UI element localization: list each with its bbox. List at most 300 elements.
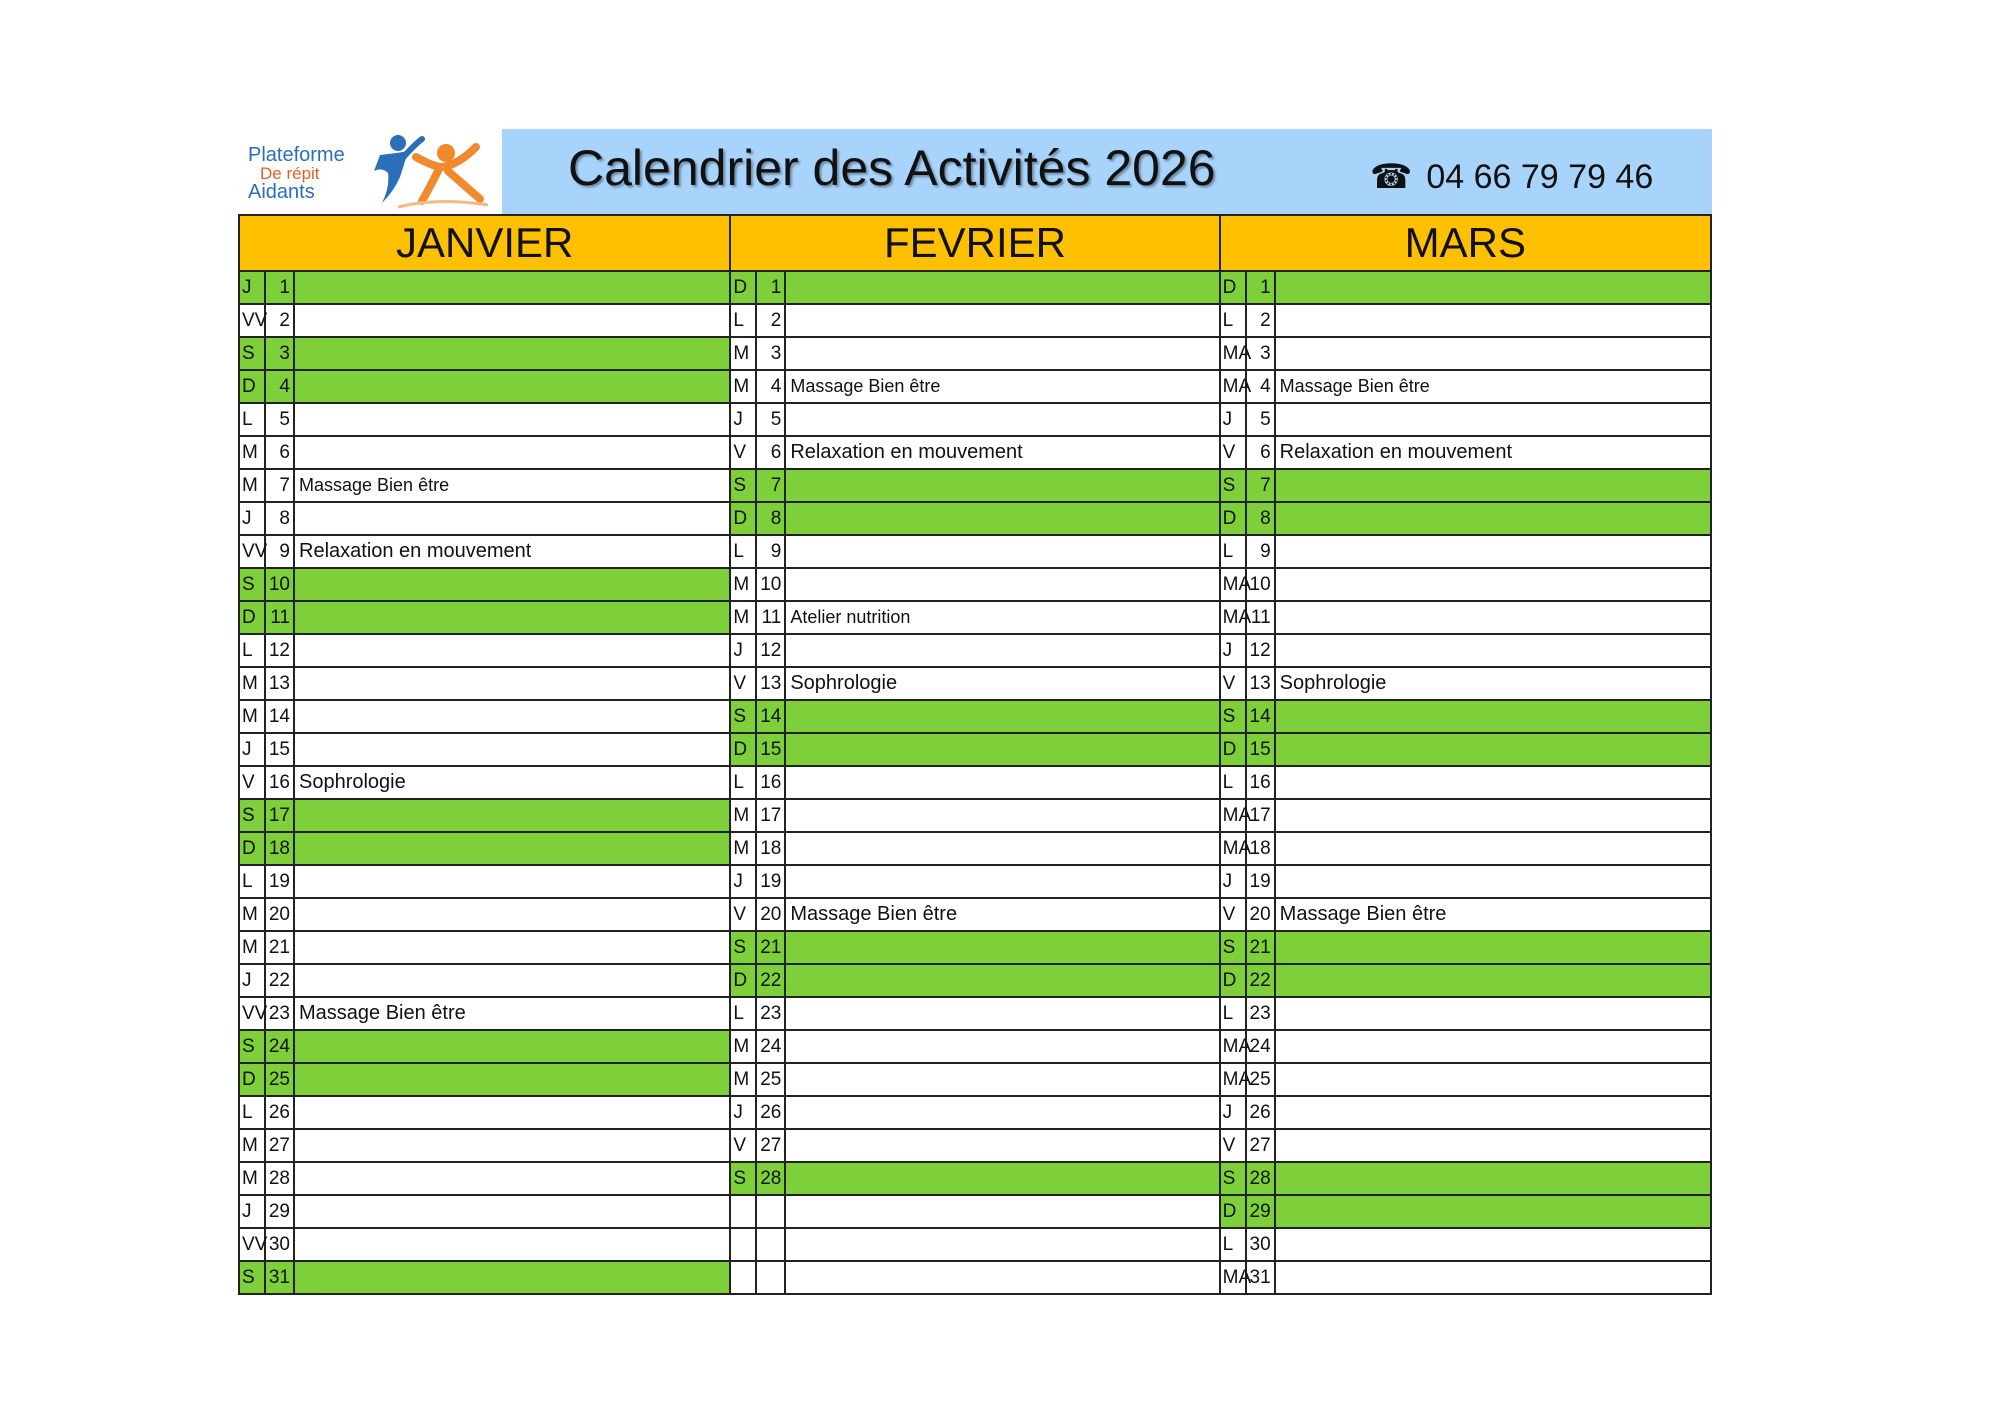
activity-cell: Massage Bien être [299,475,450,495]
day-row [1221,866,1710,899]
phone-text: 04 66 79 79 46 [1426,158,1654,196]
activity-cell [295,866,729,897]
activity-cell [1276,800,1710,831]
activity-cell: Relaxation en mouvement [1279,441,1513,463]
activity-cell [1276,305,1710,336]
day-row [731,767,1218,800]
day-number: 17 [266,800,295,831]
activity-cell [786,1229,1218,1260]
day-number: 2 [757,305,786,336]
day-number: 12 [757,635,786,666]
day-row [731,1196,1218,1229]
activity-cell [295,1262,729,1293]
activity-cell: Sophrologie [1279,672,1387,694]
day-number: 29 [1247,1196,1276,1227]
day-of-week: V [1221,1130,1247,1161]
day-number: 31 [266,1262,295,1293]
day-of-week: L [1221,1229,1247,1260]
activity-cell [1276,932,1710,963]
day-of-week: M [240,701,266,732]
day-number: 25 [266,1064,295,1095]
day-number: 10 [757,569,786,600]
activity-cell [786,1196,1218,1227]
day-row [1221,734,1710,767]
activity-cell [295,338,729,369]
day-of-week [731,1229,757,1260]
day-row [1221,1163,1710,1196]
day-row [1221,536,1710,569]
activity-cell [786,404,1218,435]
activity-cell [1276,1262,1710,1293]
activity-cell [295,899,729,930]
activity-cell [786,305,1218,336]
day-number: 15 [1247,734,1276,765]
day-number: 11 [1247,602,1276,633]
day-of-week: M [240,899,266,930]
day-row [731,569,1218,602]
day-of-week: M [240,437,266,468]
day-of-week: VV [240,536,266,567]
day-number: 4 [757,371,786,402]
activity-cell [295,800,729,831]
day-of-week: MA [1221,833,1247,864]
activity-cell [786,866,1218,897]
day-of-week: V [731,437,757,468]
day-of-week: J [240,272,266,303]
day-row [731,272,1218,305]
day-of-week: M [731,800,757,831]
day-of-week: S [1221,701,1247,732]
activity-cell: Massage Bien être [299,1002,466,1024]
day-number: 12 [266,635,295,666]
day-of-week: L [1221,767,1247,798]
day-row [731,338,1218,371]
day-row [1221,569,1710,602]
day-row [240,899,729,932]
day-row [240,998,729,1031]
activity-cell [786,470,1218,501]
day-row [240,701,729,734]
day-row [731,470,1218,503]
day-number: 17 [757,800,786,831]
day-row [1221,1196,1710,1229]
day-of-week: MA [1221,338,1247,369]
day-of-week: S [240,1031,266,1062]
day-number: 5 [757,404,786,435]
activity-cell [295,1163,729,1194]
day-row [731,965,1218,998]
day-row [240,503,729,536]
activity-cell [1276,767,1710,798]
logo-line-2: De répit [260,164,320,183]
day-of-week [731,1262,757,1293]
day-number: 14 [757,701,786,732]
day-number: 16 [1247,767,1276,798]
logo-figures-icon [338,131,498,213]
day-row [1221,1064,1710,1097]
activity-cell [786,1064,1218,1095]
day-of-week: S [240,338,266,369]
day-of-week: MA [1221,569,1247,600]
day-of-week: J [240,734,266,765]
activity-cell [295,272,729,303]
day-of-week: D [731,272,757,303]
day-of-week: M [240,668,266,699]
day-row [240,404,729,437]
day-number: 3 [757,338,786,369]
activity-cell: Sophrologie [299,771,406,793]
day-of-week: S [731,470,757,501]
day-of-week: S [1221,1163,1247,1194]
day-of-week: VV [240,1229,266,1260]
day-row [240,965,729,998]
activity-cell: Massage Bien être [790,903,958,925]
day-row [1221,1130,1710,1163]
day-number: 12 [1247,635,1276,666]
day-row [1221,668,1710,701]
activity-cell [295,1097,729,1128]
day-row [240,866,729,899]
activity-cell [1276,1163,1710,1194]
activity-cell [295,1064,729,1095]
day-number [757,1196,786,1227]
day-row [731,800,1218,833]
day-of-week: MA [1221,602,1247,633]
month-header: FEVRIER [731,214,1218,272]
activity-cell [1276,1064,1710,1095]
day-row [1221,1097,1710,1130]
activity-cell [1276,1229,1710,1260]
activity-cell [295,932,729,963]
activity-cell [295,965,729,996]
day-of-week: M [240,1163,266,1194]
activity-cell [1276,1097,1710,1128]
day-row [240,1262,729,1295]
activity-cell [1276,536,1710,567]
day-number: 6 [1247,437,1276,468]
activity-cell [1276,833,1710,864]
day-row [731,503,1218,536]
day-row [1221,503,1710,536]
day-number: 28 [757,1163,786,1194]
day-of-week: J [1221,866,1247,897]
day-of-week: V [731,899,757,930]
activity-cell [786,998,1218,1029]
months-grid [238,214,1712,1295]
day-of-week: S [1221,470,1247,501]
day-of-week: VV [240,305,266,336]
activity-cell [295,371,729,402]
day-of-week: J [240,1196,266,1227]
day-row [240,1097,729,1130]
day-row [731,437,1218,470]
day-row [1221,1031,1710,1064]
activity-cell [786,767,1218,798]
day-number: 14 [1247,701,1276,732]
day-number: 13 [757,668,786,699]
activity-cell [295,1031,729,1062]
day-row [240,833,729,866]
day-of-week: J [240,503,266,534]
day-number: 21 [757,932,786,963]
day-of-week: L [240,1097,266,1128]
day-of-week: S [1221,932,1247,963]
day-number: 28 [266,1163,295,1194]
day-row [1221,932,1710,965]
activity-cell [786,503,1218,534]
day-row [1221,602,1710,635]
day-of-week: S [731,932,757,963]
day-number: 25 [757,1064,786,1095]
day-number: 8 [266,503,295,534]
day-number: 1 [1247,272,1276,303]
activity-cell [295,305,729,336]
day-row [240,338,729,371]
day-number: 22 [1247,965,1276,996]
activity-cell [1276,1031,1710,1062]
day-number: 27 [266,1130,295,1161]
day-of-week [731,1196,757,1227]
day-row [240,569,729,602]
day-row [240,635,729,668]
day-number: 21 [266,932,295,963]
day-row [240,1229,729,1262]
day-row [1221,899,1710,932]
day-number: 7 [757,470,786,501]
day-of-week: S [731,701,757,732]
activity-cell [1276,965,1710,996]
logo-line-3: Aidants [248,181,315,203]
day-number: 20 [757,899,786,930]
day-row [1221,305,1710,338]
day-number: 1 [757,272,786,303]
day-number: 16 [266,767,295,798]
activity-cell [295,833,729,864]
activity-cell [295,602,729,633]
activity-cell [295,1130,729,1161]
day-number: 18 [266,833,295,864]
day-of-week: D [1221,503,1247,534]
day-of-week: L [1221,998,1247,1029]
day-of-week: MA [1221,1262,1247,1293]
calendar-header [238,129,1712,214]
activity-cell [1276,503,1710,534]
activity-cell [1276,998,1710,1029]
day-number: 14 [266,701,295,732]
day-number: 18 [1247,833,1276,864]
month-column [1219,214,1710,1295]
day-number: 16 [757,767,786,798]
activity-cell: Massage Bien être [1279,376,1430,396]
logo-text [248,145,345,202]
day-number: 11 [757,602,786,633]
day-number: 23 [1247,998,1276,1029]
day-number: 10 [266,569,295,600]
activity-cell [786,1097,1218,1128]
activity-cell [786,701,1218,732]
day-of-week: L [240,635,266,666]
day-of-week: L [1221,305,1247,336]
month-column [729,214,1218,1295]
day-of-week: M [731,371,757,402]
day-of-week: J [240,965,266,996]
day-number: 4 [1247,371,1276,402]
day-row [1221,272,1710,305]
day-row [240,734,729,767]
day-row [731,1064,1218,1097]
day-number: 7 [266,470,295,501]
day-number: 29 [266,1196,295,1227]
day-of-week: V [1221,437,1247,468]
activity-cell [295,1196,729,1227]
day-number: 19 [266,866,295,897]
day-row [1221,635,1710,668]
day-number: 18 [757,833,786,864]
day-of-week: M [731,602,757,633]
day-row [240,932,729,965]
day-of-week: J [731,1097,757,1128]
day-of-week: V [1221,899,1247,930]
day-of-week: MA [1221,800,1247,831]
day-of-week: L [240,866,266,897]
day-row [731,1229,1218,1262]
activity-cell [1276,470,1710,501]
activity-cell [786,734,1218,765]
day-number: 27 [1247,1130,1276,1161]
day-of-week: L [240,404,266,435]
day-of-week: MA [1221,1031,1247,1062]
day-row [731,866,1218,899]
activity-cell: Sophrologie [790,672,898,694]
day-number: 19 [1247,866,1276,897]
day-row [240,1196,729,1229]
day-row [731,305,1218,338]
activity-cell [786,965,1218,996]
day-number: 30 [266,1229,295,1260]
day-of-week: S [240,800,266,831]
day-number [757,1229,786,1260]
day-row [1221,965,1710,998]
month-header: JANVIER [240,214,729,272]
day-row [1221,470,1710,503]
activity-cell [1276,569,1710,600]
day-of-week: M [240,932,266,963]
day-number: 27 [757,1130,786,1161]
day-of-week: M [731,569,757,600]
activity-cell [786,1163,1218,1194]
day-number: 2 [1247,305,1276,336]
logo [238,129,502,214]
title-band [502,129,1712,214]
day-row [731,536,1218,569]
activity-cell [1276,701,1710,732]
day-row [731,635,1218,668]
activity-cell [786,1130,1218,1161]
day-number: 24 [1247,1031,1276,1062]
activity-cell [295,1229,729,1260]
day-number: 24 [757,1031,786,1062]
day-number: 20 [266,899,295,930]
day-number: 7 [1247,470,1276,501]
day-number: 30 [1247,1229,1276,1260]
activity-cell [295,734,729,765]
day-of-week: J [1221,1097,1247,1128]
day-of-week: S [731,1163,757,1194]
day-row [1221,998,1710,1031]
day-of-week: MA [1221,1064,1247,1095]
day-of-week: V [1221,668,1247,699]
day-row [731,1097,1218,1130]
day-of-week: J [731,635,757,666]
day-number: 5 [1247,404,1276,435]
day-row [240,470,729,503]
day-of-week: M [731,1064,757,1095]
day-row [731,371,1218,404]
activity-cell [786,1031,1218,1062]
day-number: 26 [266,1097,295,1128]
day-of-week: D [240,602,266,633]
day-of-week: D [1221,734,1247,765]
day-of-week: L [731,305,757,336]
day-of-week: D [731,965,757,996]
page-title: Calendrier des Activités 2026 [568,140,1216,196]
day-number: 22 [757,965,786,996]
day-number: 23 [266,998,295,1029]
day-of-week: D [731,503,757,534]
day-row [731,701,1218,734]
phone-number [1370,157,1653,197]
day-row [731,998,1218,1031]
day-of-week: VV [240,998,266,1029]
day-row [1221,1229,1710,1262]
day-number: 13 [266,668,295,699]
activity-cell [786,569,1218,600]
day-number: 9 [757,536,786,567]
activity-cell: Massage Bien être [790,376,941,396]
activity-cell [1276,404,1710,435]
day-row [731,899,1218,932]
day-number: 8 [757,503,786,534]
activity-cell [295,701,729,732]
day-number: 31 [1247,1262,1276,1293]
activity-cell: Relaxation en mouvement [790,441,1023,463]
day-of-week: S [240,569,266,600]
day-of-week: M [731,338,757,369]
day-of-week: L [731,536,757,567]
day-number: 24 [266,1031,295,1062]
day-number: 15 [757,734,786,765]
calendar-sheet [238,129,1712,1295]
day-row [731,404,1218,437]
activity-cell [1276,338,1710,369]
day-of-week: M [731,833,757,864]
day-of-week: L [731,998,757,1029]
activity-cell: Atelier nutrition [790,607,911,627]
day-row [240,1130,729,1163]
activity-cell [786,272,1218,303]
day-of-week: L [731,767,757,798]
activity-cell [786,833,1218,864]
day-row [731,602,1218,635]
day-number: 1 [266,272,295,303]
day-row [1221,833,1710,866]
day-row [1221,338,1710,371]
day-row [240,371,729,404]
day-row [240,800,729,833]
day-number: 17 [1247,800,1276,831]
activity-cell [295,668,729,699]
day-row [731,1130,1218,1163]
